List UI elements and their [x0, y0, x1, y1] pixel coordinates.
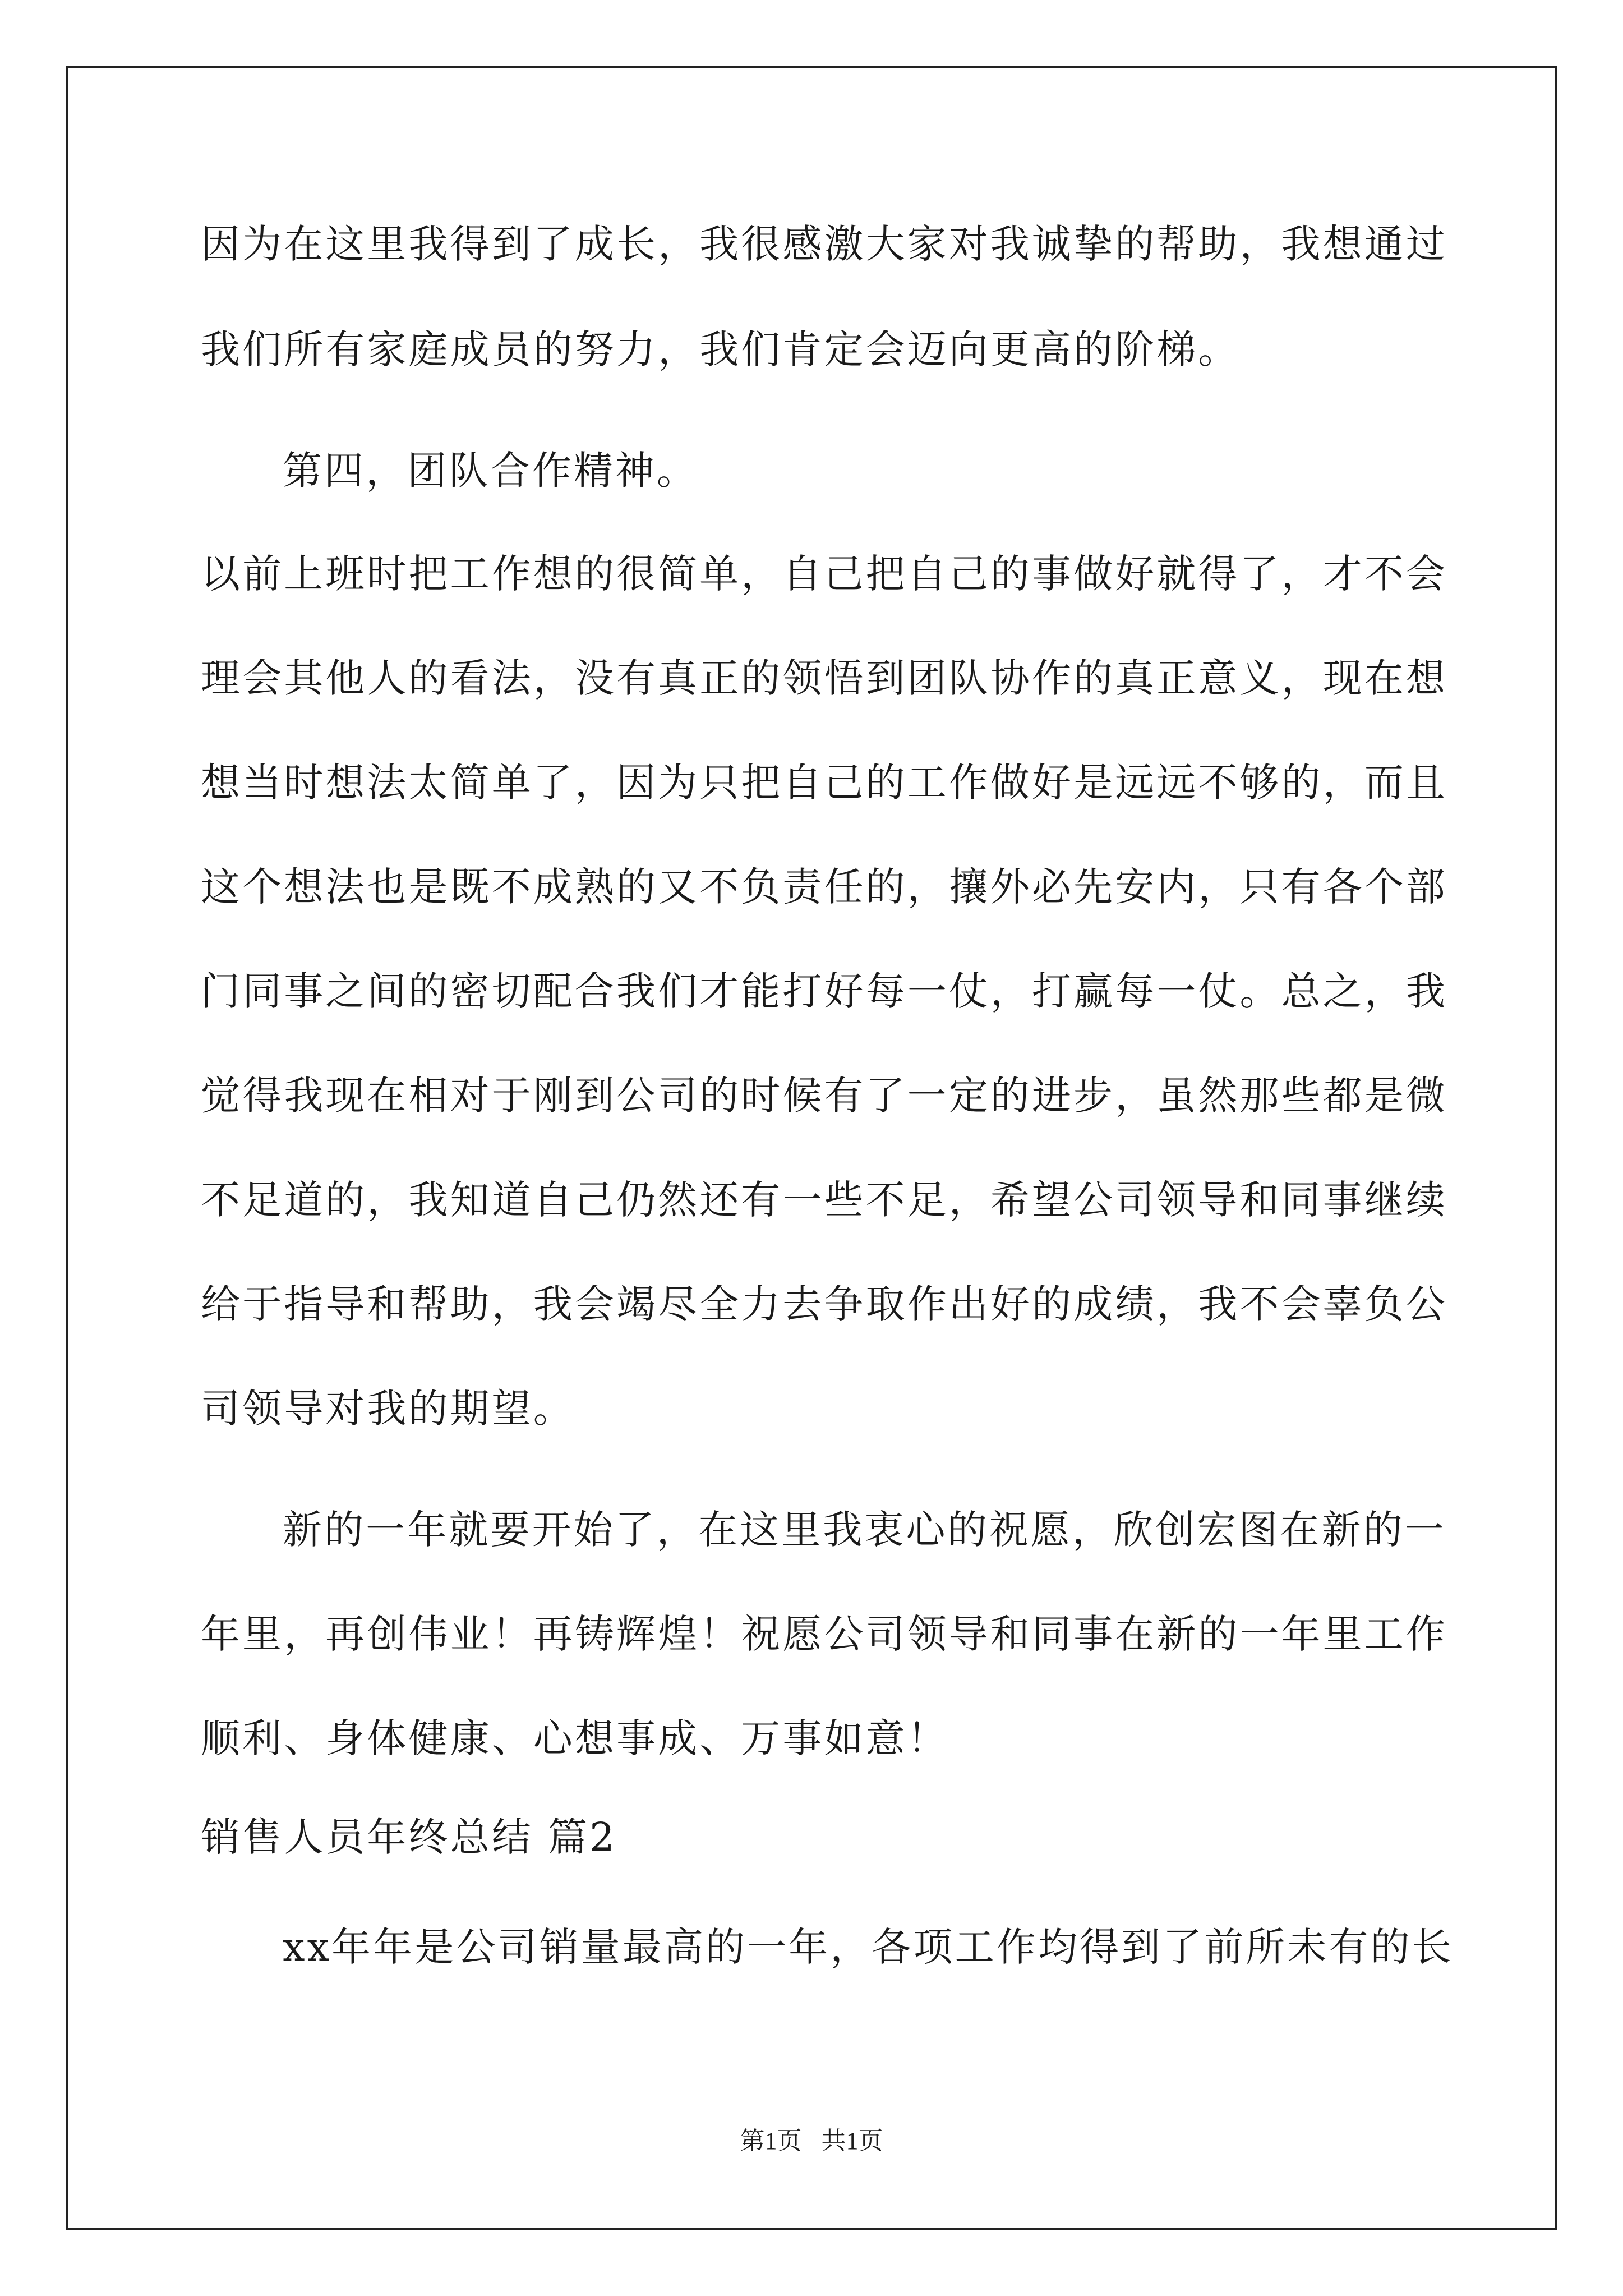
page-total: 共1页	[821, 2127, 883, 2155]
body-line: 理会其他人的看法，没有真正的领悟到团队协作的真正意义，现在想	[201, 655, 1447, 701]
body-line: 顺利、身体健康、心想事成、万事如意！	[201, 1715, 949, 1761]
page-number: 第1页	[740, 2127, 802, 2155]
page-border	[66, 66, 1557, 2230]
body-line: 给于指导和帮助，我会竭尽全力去争取作出好的成绩，我不会辜负公	[201, 1281, 1447, 1327]
body-line: 我们所有家庭成员的努力，我们肯定会迈向更高的阶梯。	[201, 326, 1240, 372]
body-line: 觉得我现在相对于刚到公司的时候有了一定的进步，虽然那些都是微	[201, 1073, 1447, 1119]
section-title: 销售人员年终总结 篇2	[201, 1814, 617, 1860]
body-line: 不足道的，我知道自己仍然还有一些不足，希望公司领导和同事继续	[201, 1177, 1447, 1223]
body-line: 司领导对我的期望。	[201, 1386, 575, 1432]
body-line: 门同事之间的密切配合我们才能打好每一仗，打赢每一仗。总之，我	[201, 968, 1447, 1014]
body-line: 想当时想法太简单了，因为只把自己的工作做好是远远不够的，而且	[201, 760, 1447, 806]
body-line: xx年年是公司销量最高的一年，各项工作均得到了前所未有的长	[283, 1924, 1454, 1970]
body-line: 因为在这里我得到了成长，我很感激大家对我诚挚的帮助，我想通过	[201, 221, 1447, 267]
section-heading: 第四，团队合作精神。	[283, 448, 698, 494]
body-line: 这个想法也是既不成熟的又不负责任的，攘外必先安内，只有各个部	[201, 864, 1447, 910]
body-line: 年里，再创伟业！再铸辉煌！祝愿公司领导和同事在新的一年里工作	[201, 1611, 1447, 1657]
page-footer	[0, 2124, 1623, 2158]
body-line: 以前上班时把工作想的很简单，自己把自己的事做好就得了，才不会	[201, 551, 1447, 597]
body-line: 新的一年就要开始了，在这里我衷心的祝愿，欣创宏图在新的一	[283, 1507, 1446, 1553]
